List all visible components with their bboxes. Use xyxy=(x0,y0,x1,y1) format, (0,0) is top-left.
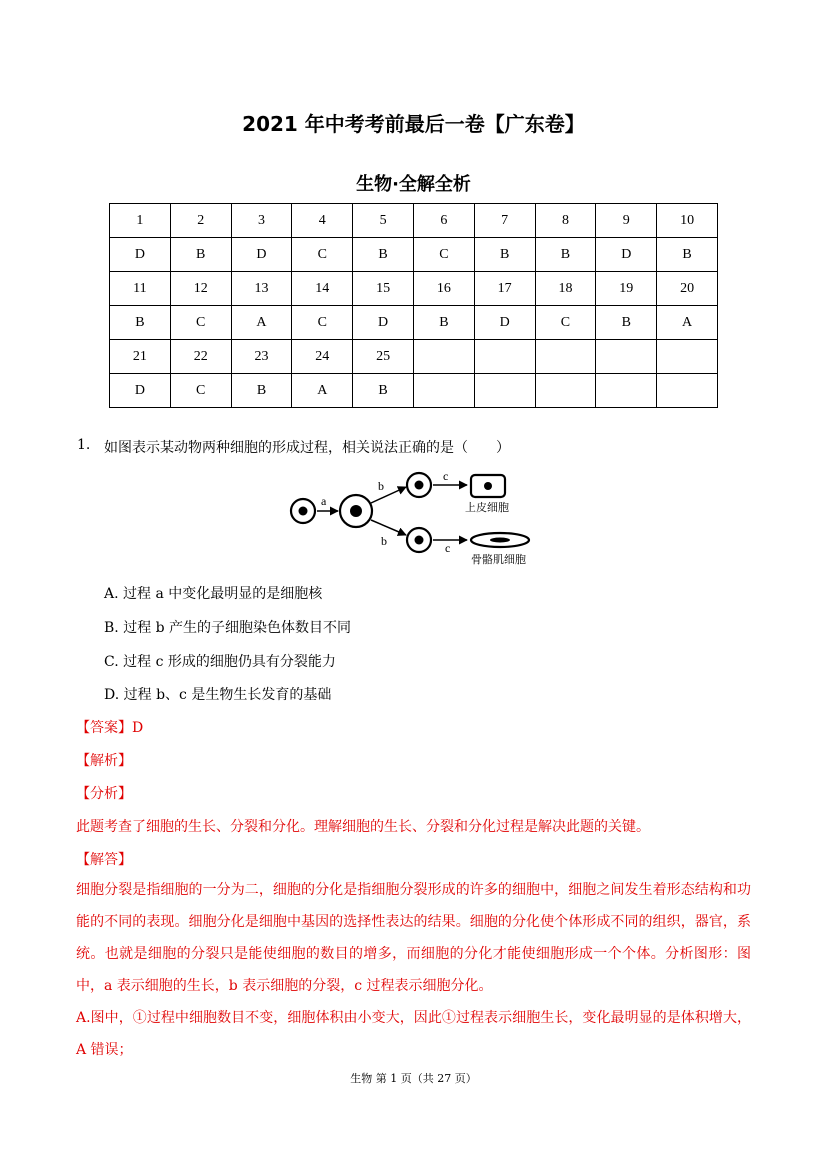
answer-table-cell: 2 xyxy=(170,204,231,238)
answer-table-cell: A xyxy=(292,374,353,408)
answer-table-cell: C xyxy=(170,306,231,340)
answer-table-cell xyxy=(474,340,535,374)
answer-table-cell: A xyxy=(231,306,292,340)
question-number: 1. xyxy=(77,437,91,453)
answer-table-cell: B xyxy=(535,238,596,272)
answer-table-cell: A xyxy=(657,306,718,340)
label-a: a xyxy=(321,494,327,508)
daughter-cell-top xyxy=(407,473,431,497)
answer-table-cell: 7 xyxy=(474,204,535,238)
answer-table-cell: B xyxy=(231,374,292,408)
solution-heading: 【解答】 xyxy=(76,852,132,868)
answer-table-cell xyxy=(596,374,657,408)
daughter-cell-bottom xyxy=(407,528,431,552)
option-a-explanation: A.图中，①过程中细胞数目不变，细胞体积由小变大，因此①过程表示细胞生长，变化最明显的是体积增大，A 错误； xyxy=(76,1010,751,1058)
answer-table-cell xyxy=(413,340,474,374)
answer-table-cell: 25 xyxy=(353,340,414,374)
answer-table-cell: 10 xyxy=(657,204,718,238)
option-c: C. 过程 c 形成的细胞仍具有分裂能力 xyxy=(104,654,336,670)
answer-table-cell: 22 xyxy=(170,340,231,374)
answer-table-cell: B xyxy=(110,306,171,340)
answer-table-row xyxy=(110,238,718,272)
answer-table-cell: B xyxy=(657,238,718,272)
analysis-text: 此题考查了细胞的生长、分裂和分化。理解细胞的生长、分裂和分化过程是解决此题的关键。 xyxy=(76,819,650,835)
solution-text: 细胞分裂是指细胞的一分为二，细胞的分化是指细胞分裂形成的许多的细胞中，细胞之间发生着形态结构和功能的不同的表现。细胞分化是细胞中基因的选择性表达的结果。细胞的分化使个体形成不同的组织，器官，系统。也就是细胞的分裂只是能使细胞的数目的增多，而细胞的分化才能使细胞形成一个个体。分析图形：图中，a 表示细胞的生长，b 表示细胞的分裂，c 过程表示细胞分化。 xyxy=(76,882,751,994)
answer-table-cell: C xyxy=(413,238,474,272)
answer-table-cell: D xyxy=(474,306,535,340)
grown-cell xyxy=(340,495,372,527)
answer-table-cell: C xyxy=(170,374,231,408)
answer-table-cell: 16 xyxy=(413,272,474,306)
answer-table-cell: B xyxy=(353,238,414,272)
answer-table-cell: C xyxy=(535,306,596,340)
answer-table-cell xyxy=(413,374,474,408)
answer-table-cell: 23 xyxy=(231,340,292,374)
answer-table-cell: B xyxy=(413,306,474,340)
option-b: B. 过程 b 产生的子细胞染色体数目不同 xyxy=(104,620,352,636)
answer-table-cell: 14 xyxy=(292,272,353,306)
answer-table-cell: 4 xyxy=(292,204,353,238)
answer-table-row xyxy=(110,340,718,374)
answer-table-row xyxy=(110,306,718,340)
answer-table-cell: D xyxy=(110,374,171,408)
page-subtitle: 生物·全解全析 xyxy=(356,174,471,195)
answer-table-cell: 15 xyxy=(353,272,414,306)
answer-table-cell: 12 xyxy=(170,272,231,306)
small-cell xyxy=(291,499,315,523)
answer-table-cell: B xyxy=(474,238,535,272)
answer-table-cell xyxy=(535,374,596,408)
answer-table-row xyxy=(110,272,718,306)
answer-table-cell: B xyxy=(353,374,414,408)
answer-table-cell: 8 xyxy=(535,204,596,238)
answer-table-row xyxy=(110,374,718,408)
answer-table-cell: D xyxy=(596,238,657,272)
muscle-cell xyxy=(471,533,529,547)
option-d: D. 过程 b、c 是生物生长发育的基础 xyxy=(104,687,332,703)
question-stem: 如图表示某动物两种细胞的形成过程，相关说法正确的是（ ） xyxy=(104,440,510,456)
answer-table-cell xyxy=(535,340,596,374)
answer-table-cell: D xyxy=(353,306,414,340)
analysis-heading: 【分析】 xyxy=(76,786,132,802)
answer-table-cell: 21 xyxy=(110,340,171,374)
answer-table-cell xyxy=(474,374,535,408)
answer-table-cell: 5 xyxy=(353,204,414,238)
label-c-bottom: c xyxy=(445,541,451,555)
answer-table-cell: B xyxy=(170,238,231,272)
caption-muscle: 骨骼肌细胞 xyxy=(471,553,526,566)
answer-table-cell: 17 xyxy=(474,272,535,306)
answer-table-cell: 9 xyxy=(596,204,657,238)
epithelial-cell xyxy=(471,475,505,497)
answer-table xyxy=(109,203,718,408)
answer-table-cell xyxy=(657,340,718,374)
answer-table-cell: 20 xyxy=(657,272,718,306)
arrow-b-top xyxy=(371,487,406,503)
answer-label: 【答案】D xyxy=(76,720,144,736)
answer-table-cell: 19 xyxy=(596,272,657,306)
answer-table-cell: B xyxy=(596,306,657,340)
answer-table-cell: 13 xyxy=(231,272,292,306)
answer-table-cell: 1 xyxy=(110,204,171,238)
answer-table-cell: 3 xyxy=(231,204,292,238)
answer-table-cell: 24 xyxy=(292,340,353,374)
answer-table-cell: D xyxy=(110,238,171,272)
answer-table-cell xyxy=(596,340,657,374)
cell-process-figure xyxy=(285,465,547,570)
answer-table-cell: 11 xyxy=(110,272,171,306)
answer-table-cell: 6 xyxy=(413,204,474,238)
caption-epithelial: 上皮细胞 xyxy=(465,501,509,514)
label-c-top: c xyxy=(443,469,449,483)
arrow-b-bottom xyxy=(371,520,406,535)
label-b-bottom: b xyxy=(381,534,387,548)
answer-table-cell xyxy=(657,374,718,408)
answer-table-cell: D xyxy=(231,238,292,272)
answer-table-cell: 18 xyxy=(535,272,596,306)
page-footer: 生物 第 1 页（共 27 页） xyxy=(350,1072,477,1085)
answer-table-row xyxy=(110,204,718,238)
explanation-heading: 【解析】 xyxy=(76,753,132,769)
page-title: 2021 年中考考前最后一卷【广东卷】 xyxy=(242,112,585,136)
label-b-top: b xyxy=(378,479,384,493)
option-a: A. 过程 a 中变化最明显的是细胞核 xyxy=(104,586,323,602)
answer-table-cell: C xyxy=(292,306,353,340)
answer-table-cell: C xyxy=(292,238,353,272)
